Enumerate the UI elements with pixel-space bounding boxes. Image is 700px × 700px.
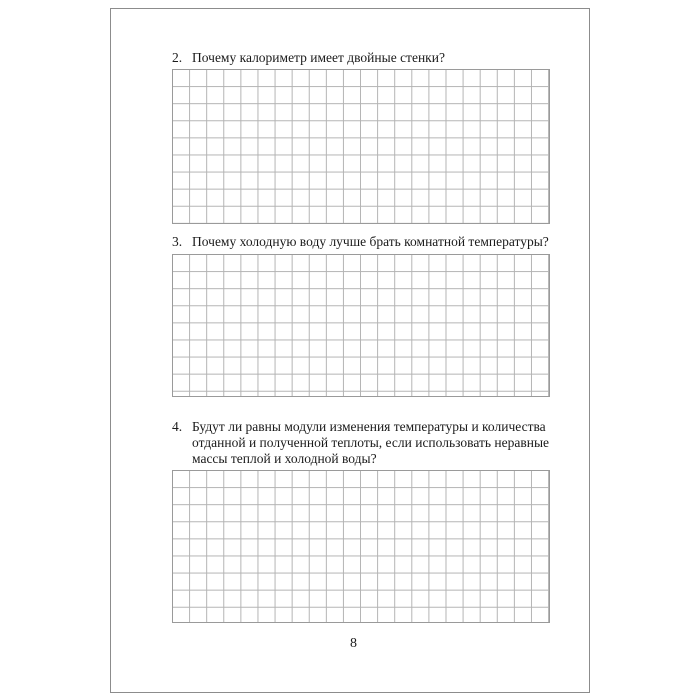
question-number: 3. [172,234,183,249]
question-text: Будут ли равны модули изменения температуры и количества отданной и полученной теплоты, если использовать неравные массы теплой и холодной воды? [192,419,550,466]
answer-grid-3[interactable] [172,254,550,397]
question-text: Почему холодную воду лучше брать комнатной температуры? [192,234,549,249]
question-number: 4. [172,419,183,434]
question-text: Почему калориметр имеет двойные стенки? [192,50,445,65]
answer-grid-4[interactable] [172,470,550,623]
question-number: 2. [172,50,183,65]
answer-grid-2[interactable] [172,69,550,224]
page-number: 8 [350,636,357,651]
